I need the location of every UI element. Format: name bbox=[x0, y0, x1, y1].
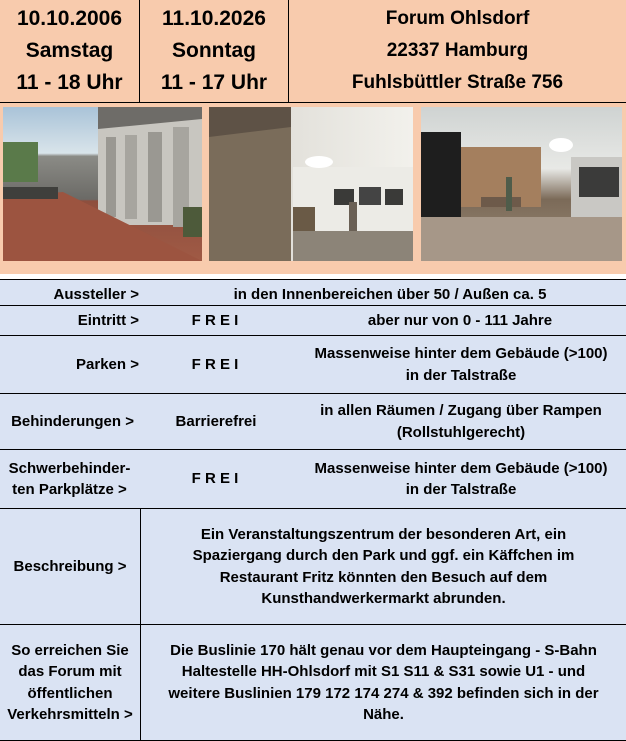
event-day-1 bbox=[0, 0, 140, 102]
label-line: ten Parkplätze > bbox=[12, 481, 127, 498]
row-value: F R E I bbox=[191, 311, 239, 329]
row-label: Eintritt > bbox=[77, 311, 139, 329]
event-header bbox=[0, 0, 626, 103]
row-label: Parken > bbox=[76, 355, 139, 373]
event-time: 11 - 17 Uhr bbox=[160, 70, 268, 94]
row-directions bbox=[141, 625, 626, 740]
note-line: in der Talstraße bbox=[405, 366, 517, 384]
row-value: F R E I bbox=[191, 355, 239, 373]
row-note bbox=[296, 336, 626, 393]
location-city: 22337 Hamburg bbox=[386, 39, 529, 61]
event-weekday: Sonntag bbox=[172, 38, 256, 62]
table-row-behinderungen bbox=[0, 393, 626, 449]
directions-line: Die Buslinie 170 hält genau vor dem Haupteingang - S-Bahn bbox=[170, 641, 597, 659]
table-row-beschreibung bbox=[0, 508, 626, 624]
event-weekday: Samstag bbox=[25, 38, 114, 62]
row-value: in den Innenbereichen über 50 / Außen ca. 5 bbox=[233, 286, 547, 304]
event-location bbox=[289, 0, 626, 102]
table-row-eintritt bbox=[0, 305, 626, 335]
row-note: aber nur von 0 - 111 Jahre bbox=[367, 311, 553, 329]
table-row-anfahrt bbox=[0, 624, 626, 741]
row-note bbox=[296, 450, 626, 508]
row-value: Barrierefrei bbox=[175, 412, 257, 430]
event-day-2 bbox=[140, 0, 289, 102]
note-line: in der Talstraße bbox=[405, 481, 517, 498]
row-label: Beschreibung > bbox=[0, 509, 141, 624]
note-line: (Rollstuhlgerecht) bbox=[396, 423, 526, 441]
row-label: Behinderungen > bbox=[11, 412, 134, 430]
event-date: 10.10.2006 bbox=[16, 6, 123, 30]
label-line: öffentlichen bbox=[27, 684, 113, 702]
interior-stone-wall-photo bbox=[209, 107, 413, 261]
row-value: F R E I bbox=[191, 470, 239, 488]
location-street: Fuhlsbüttler Straße 756 bbox=[351, 71, 564, 93]
label-line: Schwerbehinder- bbox=[8, 459, 131, 477]
label-line: Verkehrsmitteln > bbox=[7, 705, 133, 723]
location-name: Forum Ohlsdorf bbox=[385, 7, 530, 29]
row-note bbox=[296, 394, 626, 449]
description-line: Restaurant Fritz könnten den Besuch auf dem bbox=[219, 568, 548, 586]
event-time: 11 - 18 Uhr bbox=[16, 70, 123, 94]
directions-line: weitere Buslinien 179 172 174 274 & 392 befinden sich in der bbox=[168, 684, 599, 702]
table-row-parken bbox=[0, 335, 626, 393]
directions-line: Haltestelle HH-Ohlsdorf mit S1 S11 & S31 sowie U1 - und bbox=[181, 663, 586, 681]
interior-hall-photo bbox=[421, 107, 622, 261]
row-label: Aussteller > bbox=[53, 286, 139, 304]
table-row-schwerbehinderten-parkplaetze bbox=[0, 449, 626, 508]
label-line: So erreichen Sie bbox=[11, 641, 129, 659]
description-line: Ein Veranstaltungszentrum der besonderen Art, ein bbox=[200, 525, 567, 543]
description-line: Kunsthandwerkermarkt abrunden. bbox=[261, 589, 506, 607]
note-line: Massenweise hinter dem Gebäude (>100) bbox=[314, 345, 608, 363]
building-exterior-photo bbox=[3, 107, 202, 261]
row-label bbox=[0, 625, 141, 740]
photo-strip bbox=[0, 103, 626, 274]
description-line: Spaziergang durch den Park und ggf. ein Käffchen im bbox=[192, 547, 575, 565]
note-line: in allen Räumen / Zugang über Rampen bbox=[320, 402, 602, 420]
row-description bbox=[141, 509, 626, 624]
row-label bbox=[0, 450, 139, 508]
note-line: Massenweise hinter dem Gebäude (>100) bbox=[314, 459, 608, 477]
label-line: das Forum mit bbox=[18, 663, 122, 681]
directions-line: Nähe. bbox=[363, 705, 404, 723]
event-date: 11.10.2026 bbox=[162, 6, 266, 30]
